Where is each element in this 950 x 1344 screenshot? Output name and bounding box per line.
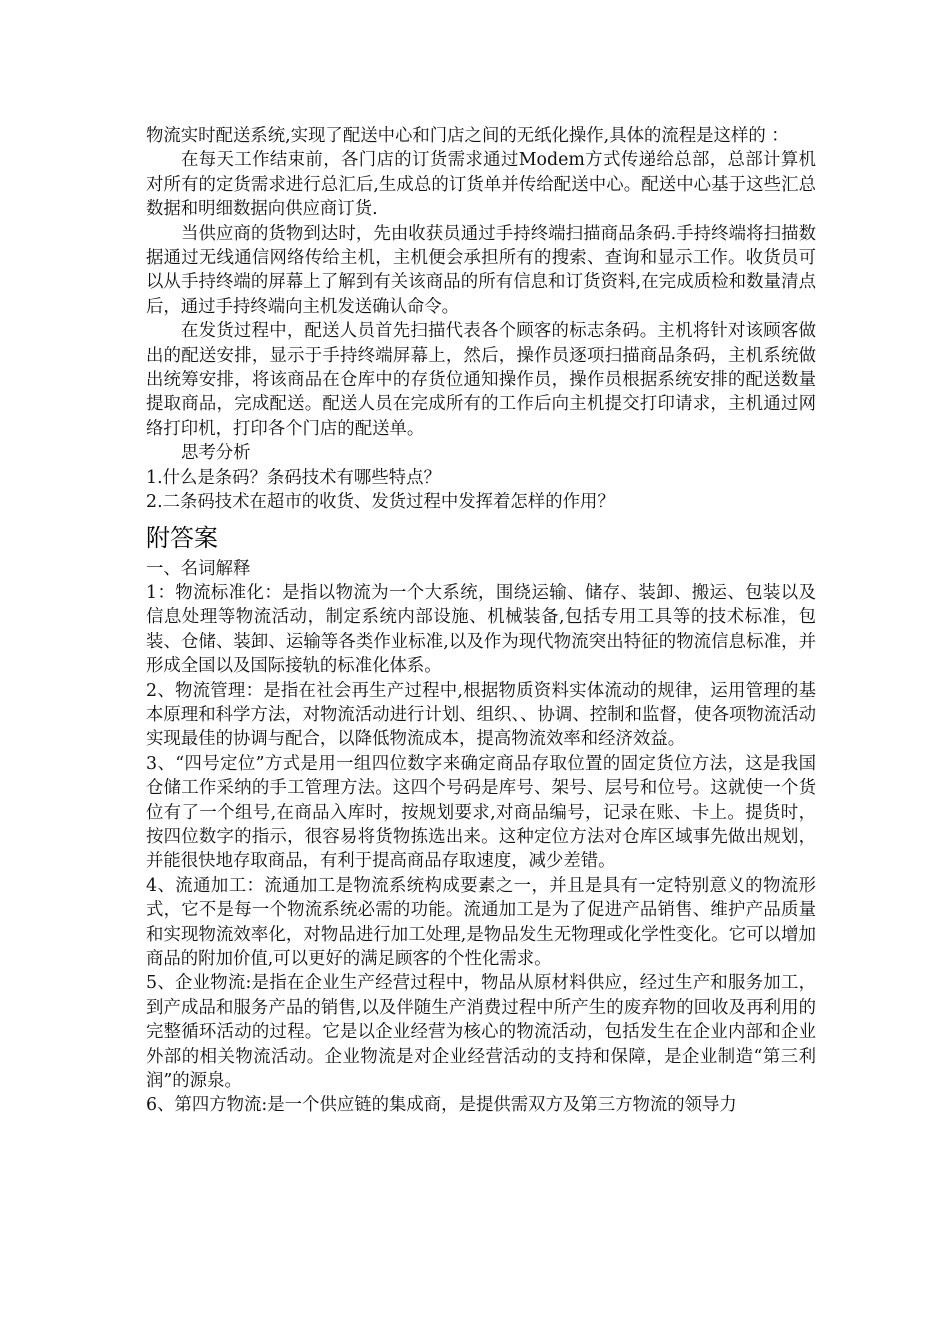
paragraph-intro: 物流实时配送系统,实现了配送中心和门店之间的无纸化操作,具体的流程是这样的 ： [146, 126, 789, 146]
paragraph-shipping: 在发货过程中，配送人员首先扫描代表各个顾客的标志条码。主机将针对该顾客做出的配送安排，显示于手持终端屏幕上，然后，操作员逐项扫描商品条码，主机系统做出统筹安排，将该商品在仓库中的存货位通知操作员，操作员根据系统安排的配送数量提取商品，完成配送。配送人员在完成所有的工作后向主机提交打印请求，主机通过网络打印机，打印各个门店的配送单。 [146, 321, 816, 439]
answer-item: 3、“四号定位”方式是用一组四位数字来确定商品存取位置的固定货位方法，这是我国仓储工作采纳的手工管理方法。这四个号码是库号、架号、层号和位号。这就使一个货位有了一个组号,在商品入库时，按规划要求,对商品编号，记录在账、卡上。提货时，按四位数字的指示，很容易将货物拣选出来。这种定位方法对仓库区域事先做出规划，并能很快地存取商品，有利于提高商品存取速度，减少差错。 [146, 753, 816, 872]
answer-item: 1：物流标准化：是指以物流为一个大系统，围绕运输、储存、装卸、搬运、包装以及信息处理等物流活动，制定系统内部设施、机械装备,包括专用工具等的技术标准，包装、仓储、装卸、运输等各类作业标准,以及作为现代物流突出特征的物流信息标准，并形成全国以及国际接轨的标准化体系。 [146, 582, 816, 677]
paragraph-order-flow: 在每天工作结束前，各门店的订货需求通过Modem方式传递给总部，总部计算机对所有的定货需求进行总汇后,生成总的订货单并传给配送中心。配送中心基于这些汇总数据和明细数据向供应商订货. [146, 150, 816, 220]
answer-item: 6、第四方物流:是一个供应链的集成商，是提供需双方及第三方物流的领导力 [146, 1095, 737, 1116]
answer-item: 5、企业物流:是指在企业生产经营过程中，物品从原材料供应，经过生产和服务加工，到产成品和服务产品的销售,以及伴随生产消费过程中所产生的废弃物的回收及再利用的完整循环活动的过程。它是以企业经营为核心的物流活动，包括发生在企业内部和企业外部的相关物流活动。企业物流是对企业经营活动的支持和保障，是企业制造“第三利润”的源泉。 [146, 973, 816, 1092]
answer-item: 4、流通加工：流通加工是物流系统构成要素之一，并且是具有一定特别意义的物流形式，它不是每一个物流系统必需的功能。流通加工是为了促进产品销售、维护产品质量和实现物流效率化，对物品进行加工处理,是物品发生无物理或化学性变化。它可以增加商品的附加价值,可以更好的满足顾客的个性化需求。 [146, 875, 816, 969]
paragraph-receiving: 当供应商的货物到达时，先由收获员通过手持终端扫描商品条码.手持终端将扫描数据通过无线通信网络传给主机，主机便会承担所有的搜索、查询和显示工作。收货员可以从手持终端的屏幕上了解到有关该商品的所有信息和订货资料,在完成质检和数量清点后，通过手持终端向主机发送确认命令。 [146, 223, 816, 317]
question-2: 2.二条码技术在超市的收货、发货过程中发挥着怎样的作用？ [146, 492, 615, 513]
analysis-title: 思考分析 [181, 443, 251, 464]
answer-item: 2、物流管理：是指在社会再生产过程中,根据物质资料实体流动的规律，运用管理的基本原理和科学方法，对物流活动进行计划、组织、、协调、控制和监督，使各项物流活动实现最佳的协调与配合，以降低物流成本，提高物流效率和经济效益。 [146, 680, 816, 750]
document-body [146, 124, 816, 1118]
answers-heading: 附答案 [146, 523, 218, 552]
question-1: 1.什么是条码？条码技术有哪些特点？ [146, 467, 441, 488]
section-title: 一、名词解释 [146, 558, 251, 579]
